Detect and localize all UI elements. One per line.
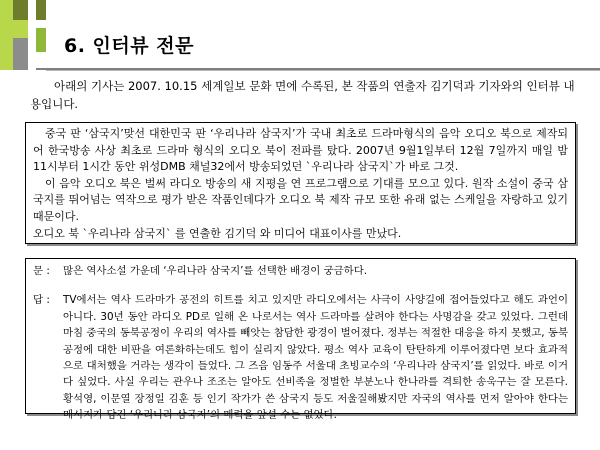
answer-text: TV에서는 역사 드라마가 공전의 히트를 치고 있지만 라디오에서는 사극이 사양길에 접어들었다고 해도 과언이 아니다. 30년 동안 라디오 PD로 일해 온 나로서는 역사 드라마를 살려야 한다는 사명감을 갖고 있었다. 그런데 마침 중국의 동북공정이 우리의 역사를 빼앗는 참담한 광경이 벌어졌다. 정부는 적절한 대응을 하지 못했고, 동북공정에 대한 비판을 여론화하는데도 힘이 실리지 않았다. 평소 역사 교육이 탄탄하게 이루어졌다면 보다 효과적으로 대처했을 거라는 생각이 들었다. 그 즈음 임동주 서울대 초빙교수의 ‘우리나라 삼국지’를 읽었다. 바로 이거다 싶었다. 사실 우리는 관우나 조조는 알아도 선비족을 정벌한 부분노나 한나라를 격퇴한 송욱구는 잘 모른다. 황석영, 이문열 장정일 김훈 등 인기 작가가 쓴 삼국지 등도 저울질해봤지만 자국의 역사를 먼저 알아야 한다는 메시지가 담긴 ‘우리나라 삼국지’의 매력을 앞설 수는 없었다.: [63, 294, 568, 422]
title-underline: [36, 68, 600, 70]
intro-paragraph: 아래의 기사는 2007. 10.15 세계일보 문화 면에 수록된, 본 작품의 연출자 김기덕과 기자와의 인터뷰 내용입니다.: [30, 79, 575, 111]
question-text: 많은 역사소설 가운데 ‘우리나라 삼국지’를 선택한 배경이 궁금하다.: [63, 265, 368, 277]
question-prefix: 문 :: [33, 265, 50, 277]
article-paragraph-2: 이 음악 오디오 북은 벌써 라디오 방송의 새 지평을 연 프로그램으로 기대를 모으고 있다. 원작 소설이 중국 삼국지를 뛰어넘는 역작으로 평가 받은 작품인데다가 오디오 북 제작 규모 또한 유래 없는 스케일을 자랑하고 있기 때문이다.: [33, 176, 568, 223]
decorative-gray-strip: [13, 38, 28, 70]
decorative-green-block: [36, 28, 46, 52]
article-box: [25, 122, 576, 244]
decorative-lime-bar: [0, 0, 13, 70]
decorative-lime-block: [13, 20, 28, 38]
page-title: 6. 인터뷰 전문: [64, 35, 194, 57]
article-paragraph-1: 중국 판 ‘삼국지’맞선 대한민국 판 ‘우리나라 삼국지’가 국내 최초로 드라마형식의 음악 오디오 북으로 제작되어 한국방송 사상 최초로 드라마 형식의 오디오 북이 전파를 탔다. 2007년 9월1일부터 12월 7일까지 매일 밤 11시부터 1시간 동안 위성DMB 채널32에서 방송되었던 `우리나라 삼국지`가 바로 그것.: [33, 127, 568, 174]
decorative-olive-block: [13, 0, 28, 20]
answer-prefix: 답 :: [33, 294, 50, 307]
decorative-gap: [28, 20, 36, 70]
interview-box: [25, 258, 576, 422]
question-row: [33, 263, 568, 279]
article-paragraph-3: 오디오 북 `우리나라 삼국지` 를 연출한 김기덕 와 미디어 대표이사를 만났다.: [33, 226, 402, 240]
decorative-olive-small-block: [36, 0, 46, 20]
answer-row: [33, 292, 568, 423]
